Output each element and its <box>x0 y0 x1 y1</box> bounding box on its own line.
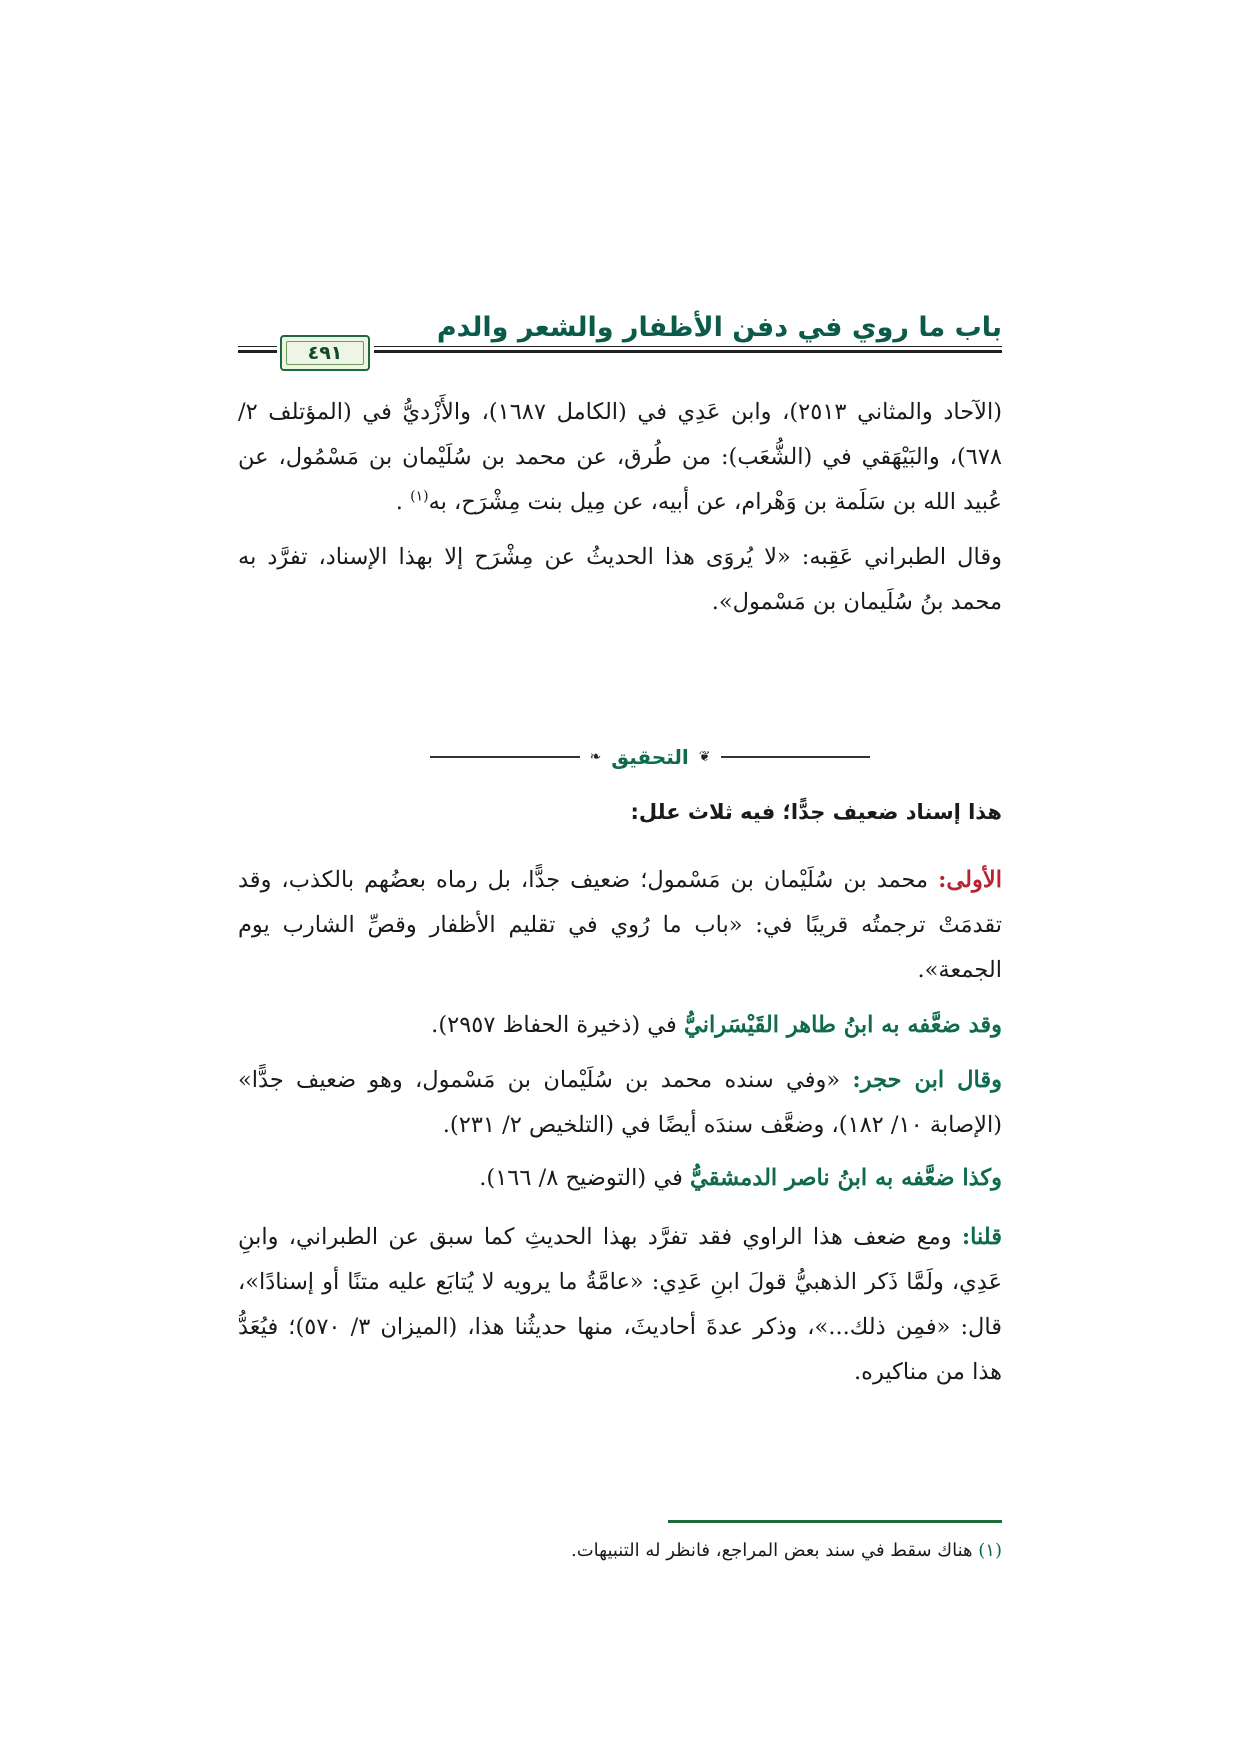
paragraph-lead: وقال ابن حجر: <box>852 1067 1002 1093</box>
top-text-block <box>238 390 1002 625</box>
paragraph-lead: قلنا: <box>961 1224 1002 1250</box>
paragraph-conclusion <box>238 1215 1002 1395</box>
page-number-badge <box>280 335 370 371</box>
paragraph-sources-text: (الآحاد والمثاني ٢٥١٣)، وابن عَدِي في (الكامل ١٦٨٧)، والأَزْديُّ في (المؤتلف ٢/ ٦٧٨)، والبَيْهَقي في (الشُّعَب): من طُرق، عن محمد بن سُلَيْمان بن مَسْمُول، عن عُبيد الله بن سَلَمة بن وَهْرام، عن أبيه، عن مِيل بنت مِشْرَح، به <box>238 399 1002 515</box>
ornament-icon: ❦ <box>698 749 711 765</box>
footnote-number: (١) <box>978 1540 1002 1561</box>
paragraph-qaysarani <box>238 1003 1002 1048</box>
footnote-text: هناك سقط في سند بعض المراجع، فانظر له التنبيهات. <box>571 1540 979 1561</box>
divider-line-right <box>430 756 580 758</box>
header-rule-left-main <box>238 350 277 353</box>
footnote-ref[interactable]: (١) <box>410 488 429 505</box>
paragraph-lead: الأولى: <box>938 867 1002 893</box>
divider-line-left <box>721 756 871 758</box>
page-number: ٤٩١ <box>307 342 343 364</box>
paragraph-text: في (ذخيرة الحفاظ ٢٩٥٧). <box>431 1012 684 1038</box>
header-rule-top <box>374 346 1002 347</box>
paragraph-tabarani-text: وقال الطبراني عَقِبه: «لا يُروَى هذا الحديثُ عن مِشْرَح إلا بهذا الإسناد، تفرَّد به محمد بنُ سُلَيمان بن مَسْمول». <box>238 544 1002 615</box>
paragraph-text: «وفي سنده محمد بن سُلَيْمان بن مَسْمول، وهو ضعيف جدًّا» (الإصابة ١٠/ ١٨٢)، وضعَّف سندَه أيضًا في (التلخيص ٢/ ٢٣١). <box>238 1067 1002 1138</box>
paragraph-sources <box>238 390 1002 525</box>
paragraph-lead: وقد ضعَّفه به ابنُ طاهر القَيْسَرانيُّ <box>683 1012 1002 1038</box>
paragraph-text: ومع ضعف هذا الراوي فقد تفرَّد بهذا الحديثِ كما سبق عن الطبراني، وابنِ عَدِي، ولَمَّا ذَكر الذهبيُّ قولَ ابنِ عَدِي: «عامَّةُ ما يرويه لا يُتابَع عليه متنًا أو إسنادًا»، قال: «فمِن ذلك...»، وذكر عدةَ أحاديثَ، منها حديثُنا هذا، (الميزان ٣/ ٥٧٠)؛ فيُعَدُّ هذا من مناكيره. <box>238 1224 1003 1385</box>
paragraph-text: في (التوضيح ٨/ ١٦٦). <box>479 1165 690 1191</box>
section-divider <box>430 742 870 772</box>
paragraph-tabarani <box>238 535 1002 625</box>
paragraph-dimashqi <box>238 1156 1002 1201</box>
running-header-title: باب ما روي في دفن الأظفار والشعر والدم <box>436 312 1002 343</box>
paragraph-text: محمد بن سُلَيْمان بن مَسْمول؛ ضعيف جدًّا، بل رماه بعضُهم بالكذب، وقد تقدمَتْ ترجمتُه قريبًا في: «باب ما رُوي في تقليم الأظفار وقصِّ الشارب يوم الجمعة». <box>238 867 1002 983</box>
paragraph-lead: وكذا ضعَّفه به ابنُ ناصر الدمشقيُّ <box>690 1165 1002 1191</box>
header-rule-left-top <box>238 346 277 347</box>
footnote <box>571 1540 1002 1561</box>
footnote-separator <box>668 1520 1002 1523</box>
paragraph-ibn-hajar <box>238 1058 1002 1148</box>
section-title: التحقيق <box>611 745 689 769</box>
paragraph-first-defect <box>238 858 1002 993</box>
paragraph-sources-tail: . <box>395 489 411 515</box>
header-rule-main <box>374 350 1002 353</box>
analysis-text-block <box>238 858 1002 1395</box>
ornament-icon: ❧ <box>589 749 602 765</box>
intro-line: هذا إسناد ضعيف جدًّا؛ فيه ثلاث علل: <box>630 800 1002 824</box>
